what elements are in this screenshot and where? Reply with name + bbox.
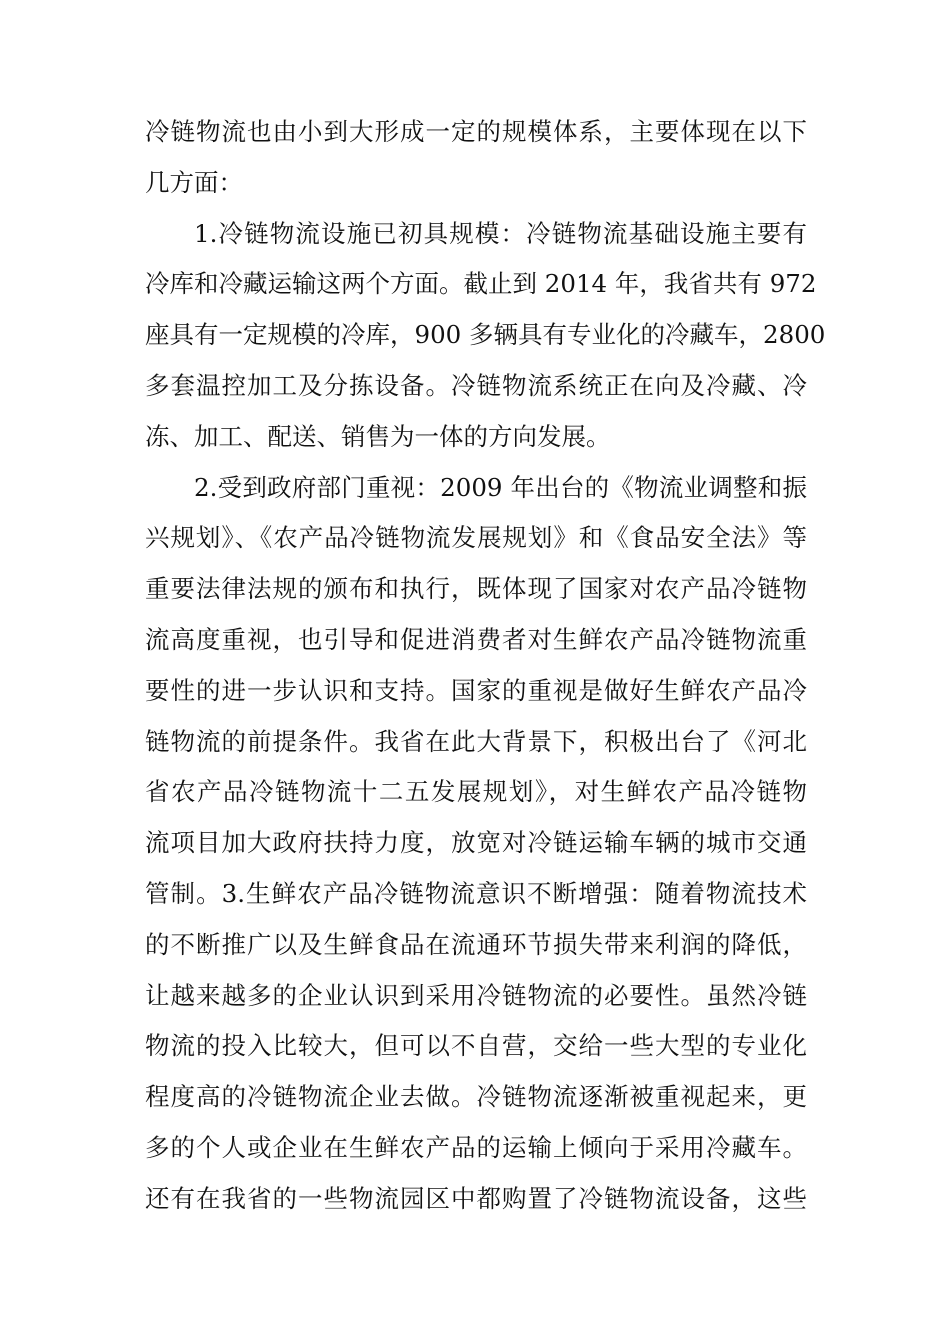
text-line: 多的个人或企业在生鲜农产品的运输上倾向于采用冷藏车。 xyxy=(145,1132,807,1162)
paragraph-start-line: 1.冷链物流设施已初具规模：冷链物流基础设施主要有 xyxy=(194,218,807,248)
text-line: 冻、加工、配送、销售为一体的方向发展。 xyxy=(145,421,611,451)
text-line: 链物流的前提条件。我省在此大背景下，积极出台了《河北 xyxy=(145,726,807,756)
text-line: 程度高的冷链物流企业去做。冷链物流逐渐被重视起来，更 xyxy=(145,1082,807,1112)
text-line: 还有在我省的一些物流园区中都购置了冷链物流设备，这些 xyxy=(145,1183,807,1213)
text-line: 流项目加大政府扶持力度，放宽对冷链运输车辆的城市交通 xyxy=(145,828,807,858)
text-line: 多套温控加工及分拣设备。冷链物流系统正在向及冷藏、冷 xyxy=(145,370,807,400)
text-line: 管制。3.生鲜农产品冷链物流意识不断增强：随着物流技术 xyxy=(145,878,807,908)
body-text xyxy=(145,107,826,1225)
text-line: 兴规划》、《农产品冷链物流发展规划》和《食品安全法》等 xyxy=(145,523,807,553)
text-line: 流高度重视，也引导和促进消费者对生鲜农产品冷链物流重 xyxy=(145,624,807,654)
text-line: 重要法律法规的颁布和执行，既体现了国家对农产品冷链物 xyxy=(145,574,807,604)
text-line: 座具有一定规模的冷库，900 多辆具有专业化的冷藏车，2800 xyxy=(145,320,826,350)
paragraph-start-line: 2.受到政府部门重视：2009 年出台的《物流业调整和振 xyxy=(194,472,807,502)
text-line: 冷库和冷藏运输这两个方面。截止到 2014 年，我省共有 972 xyxy=(145,269,817,299)
text-line: 几方面： xyxy=(145,167,243,197)
text-line: 的不断推广以及生鲜食品在流通环节损失带来利润的降低， xyxy=(145,929,807,959)
text-line: 要性的进一步认识和支持。国家的重视是做好生鲜农产品冷 xyxy=(145,675,807,705)
text-line: 让越来越多的企业认识到采用冷链物流的必要性。虽然冷链 xyxy=(145,980,807,1010)
text-line: 冷链物流也由小到大形成一定的规模体系，主要体现在以下 xyxy=(145,117,807,146)
text-line: 省农产品冷链物流十二五发展规划》，对生鲜农产品冷链物 xyxy=(145,777,807,807)
text-line: 物流的投入比较大，但可以不自营，交给一些大型的专业化 xyxy=(145,1031,807,1061)
